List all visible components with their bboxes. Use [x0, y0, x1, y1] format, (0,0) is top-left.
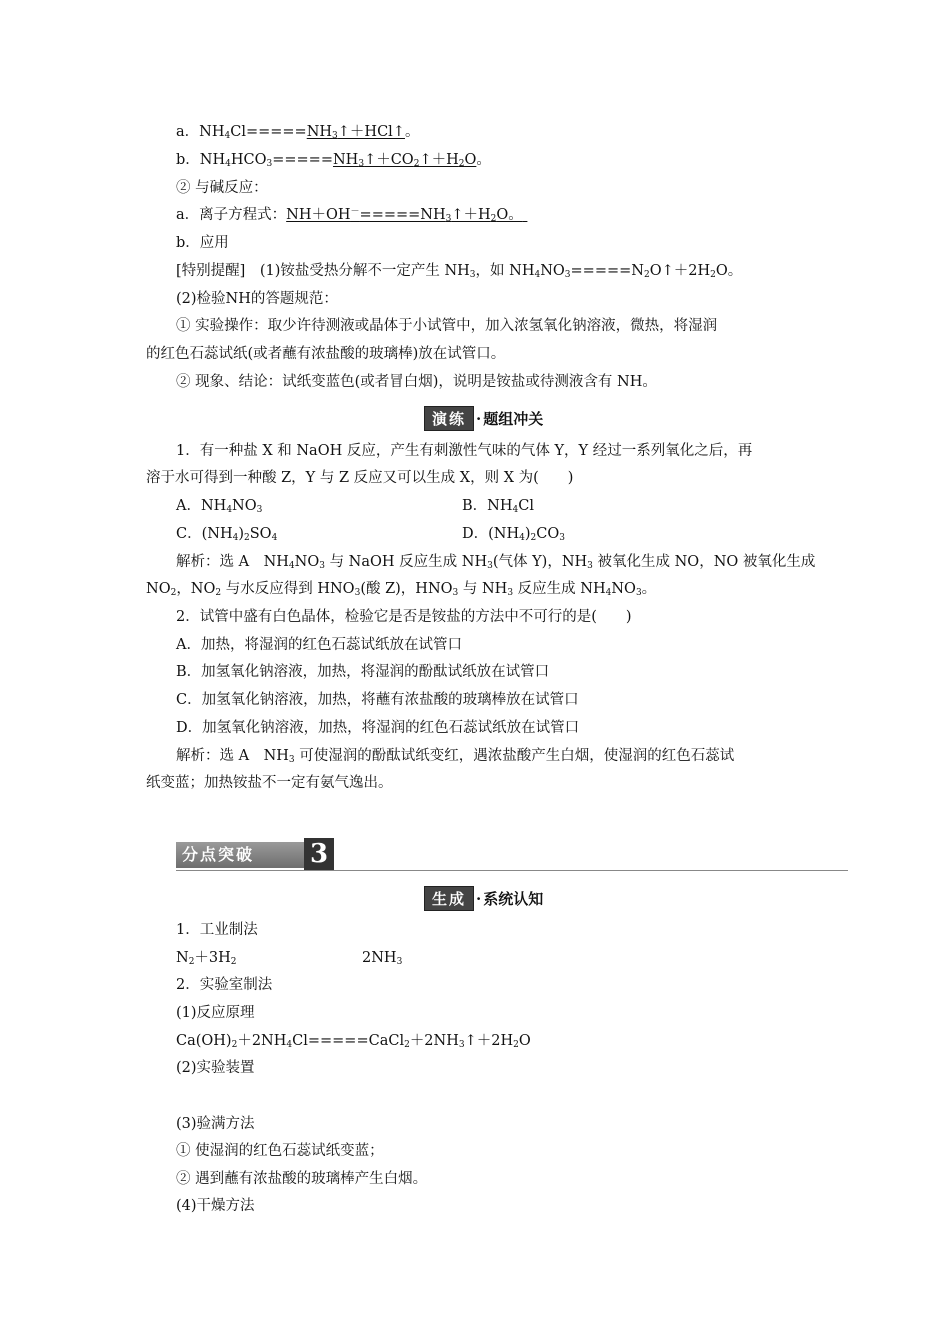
line-special-tip: [特别提醒] (1)铵盐受热分解不一定产生 $NH_3$，如 $NH_4NO_3=====N_2O↑+2H_2O$。: [176, 263, 743, 280]
reaction-principle: (1)反应原理: [176, 1005, 255, 1021]
fullness-test: (3)验满方法: [176, 1116, 255, 1132]
q1-stem-2: 溶于水可得到一种酸 Z，Y 与 Z 反应又可以生成 X，则 X 为( ): [146, 470, 574, 486]
answer-underline: $NH+OH^-=====NH_3↑+H_2O$。: [286, 207, 523, 224]
line-react-with-base: ② 与碱反应：: [176, 180, 268, 196]
q2-answer-2: 纸变蓝；加热铵盐不一定有氨气逸出。: [146, 775, 393, 791]
lab-apparatus: (2)实验装置: [176, 1060, 255, 1076]
q2-option-a: A．加热，将湿润的红色石蕊试纸放在试管口: [176, 637, 462, 653]
q2-option-b: B．加氢氧化钠溶液，加热，将湿润的酚酞试纸放在试管口: [176, 664, 550, 680]
generation-header: 生成 · 系统认知: [424, 886, 543, 911]
q1-answer-1: 解析：选 A $NH_4NO_3$ 与 NaOH 反应生成 $NH_3$(气体 Y)，$NH_3$ 被氧化生成 NO，NO 被氧化生成: [176, 554, 816, 571]
generation-title: 系统认知: [483, 890, 544, 908]
line-tip-2: (2)检验NH的答题规范：: [176, 291, 338, 307]
q2-stem: 2．试管中盛有白色晶体，检验它是否是铵盐的方法中不可行的是( ): [176, 609, 632, 625]
line-application: b．应用: [176, 235, 229, 251]
fullness-method-2: ② 遇到蘸有浓盐酸的玻璃棒产生白烟。: [176, 1171, 428, 1187]
answer-underline: $NH_3↑+HCl↑$: [306, 124, 405, 141]
section-rule: [176, 870, 848, 871]
generation-tag: 生成: [424, 886, 474, 911]
line-nh4cl-decomposition: a．$NH_4Cl=====NH_3↑+HCl↑$。: [176, 124, 420, 141]
q2-option-c: C．加氢氧化钠溶液，加热，将蘸有浓盐酸的玻璃棒放在试管口: [176, 692, 579, 708]
practice-tag: 演练: [424, 406, 474, 431]
q1-stem-1: 1．有一种盐 X 和 NaOH 反应，产生有刺激性气味的气体 Y，Y 经过一系列氧化之后，再: [176, 443, 753, 459]
practice-header: 演练 · 题组冲关: [424, 406, 543, 431]
lab-method: 2．实验室制法: [176, 977, 273, 993]
answer-underline: $NH_3↑+CO_2↑+H_2O$: [332, 152, 477, 169]
lab-equation: $Ca(OH)_2+2NH_4Cl=====CaCl_2+2NH_3↑+2H_2O$: [176, 1033, 531, 1050]
q1-option-b: B．$NH_4Cl$: [462, 498, 534, 515]
line-operation-2: 的红色石蕊试纸(或者蘸有浓盐酸的玻璃棒)放在试管口。: [146, 346, 506, 362]
fullness-method-1: ① 使湿润的红色石蕊试纸变蓝；: [176, 1143, 384, 1159]
industrial-equation-left: $N_2+3H_2$: [176, 950, 237, 967]
line-result: ② 现象、结论：试纸变蓝色(或者冒白烟)，说明是铵盐或待测液含有 NH。: [176, 374, 657, 390]
q1-option-d: D．$(NH_4)_2CO_3$: [462, 526, 565, 543]
industrial-equation-right: $2NH_3$: [362, 950, 403, 967]
practice-title: 题组冲关: [483, 410, 544, 428]
line-operation-1: ① 实验操作：取少许待测液或晶体于小试管中，加入浓氢氧化钠溶液，微热，将湿润: [176, 318, 718, 334]
q2-option-d: D．加氢氧化钠溶液，加热，将湿润的红色石蕊试纸放在试管口: [176, 720, 580, 736]
drying-method: (4)干燥方法: [176, 1198, 255, 1214]
line-ionic-equation: a．离子方程式：$NH+OH^-=====NH_3↑+H_2O$。: [176, 204, 527, 226]
industrial-method: 1．工业制法: [176, 922, 258, 938]
q1-option-a: A．$NH_4NO_3$: [176, 498, 263, 515]
q2-answer-1: 解析：选 A $NH_3$ 可使湿润的酚酞试纸变红，遇浓盐酸产生白烟，使湿润的红色石蕊试: [176, 748, 735, 765]
q1-answer-2: $NO_2$，$NO_2$ 与水反应得到 $HNO_3$(酸 Z)，$HNO_3$ 与 $NH_3$ 反应生成 $NH_4NO_3$。: [146, 581, 657, 598]
section-number: 3: [304, 838, 334, 870]
section-band: 分点突破: [176, 842, 304, 868]
section-3-banner: [176, 838, 848, 874]
q1-option-c: C．$(NH_4)_2SO_4$: [176, 526, 278, 543]
line-nh4hco3-decomposition: b．$NH_4HCO_3=====NH_3↑+CO_2↑+H_2O$。: [176, 152, 491, 169]
